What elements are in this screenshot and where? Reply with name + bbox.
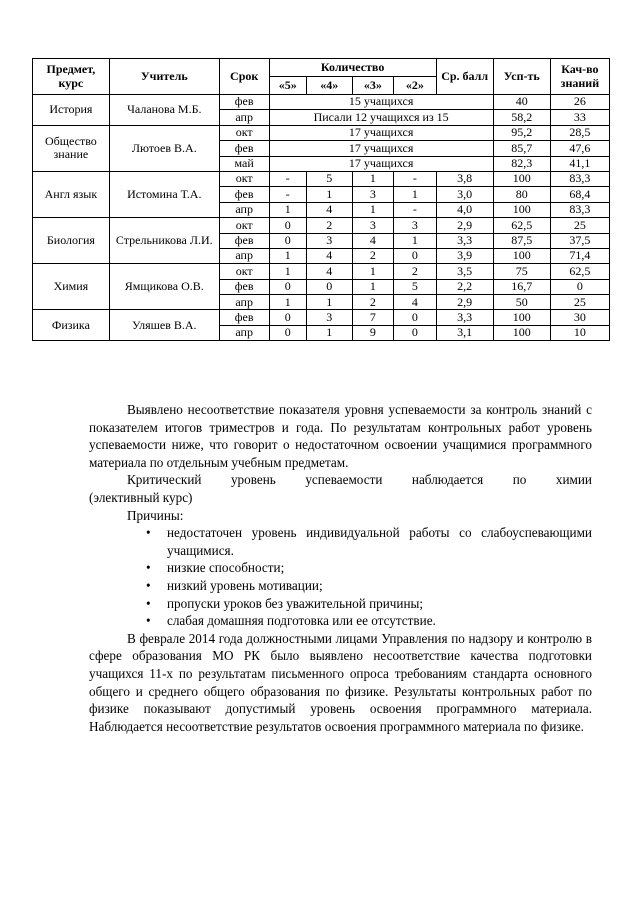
quality-cell: 83,3 <box>550 171 609 186</box>
reason-item <box>146 559 592 577</box>
header-subject: Предмет, курс <box>33 59 110 95</box>
report-text <box>89 401 592 735</box>
period-cell: окт <box>219 125 269 140</box>
period-cell: фев <box>219 279 269 294</box>
quality-cell: 71,4 <box>550 248 609 263</box>
reason-text: низкие способности; <box>167 560 285 576</box>
header-grade5: «5» <box>269 77 306 95</box>
quality-cell: 30 <box>550 310 609 325</box>
grade3-cell: 1 <box>352 171 394 186</box>
paragraph-critical-note: (элективный курс) <box>89 489 193 505</box>
table-row <box>33 125 610 140</box>
period-cell: апр <box>219 295 269 310</box>
grade5-cell: 1 <box>269 295 306 310</box>
period-cell: окт <box>219 218 269 233</box>
header-avg: Ср. балл <box>436 59 493 95</box>
grade3-cell: 1 <box>352 202 394 217</box>
teacher-cell: Истомина Т.А. <box>109 171 219 217</box>
reason-item <box>146 612 592 630</box>
grade2-cell: 1 <box>394 187 437 202</box>
period-cell: фев <box>219 141 269 156</box>
grade5-cell: 0 <box>269 233 306 248</box>
grade2-cell: - <box>394 202 437 217</box>
grade3-cell: 2 <box>352 295 394 310</box>
grade4-cell: 4 <box>306 264 352 279</box>
header-quality: Кач-во знаний <box>550 59 609 95</box>
period-cell: май <box>219 156 269 171</box>
results-table <box>32 58 610 341</box>
success-cell: 40 <box>493 95 550 110</box>
table-row <box>33 171 610 186</box>
success-cell: 80 <box>493 187 550 202</box>
header-count: Количество <box>269 59 436 77</box>
success-cell: 95,2 <box>493 125 550 140</box>
reason-text: недостаточен уровень индивидуальной работы со слабоуспевающими учащимися. <box>167 525 592 558</box>
teacher-cell: Ямщикова О.В. <box>109 264 219 310</box>
grade4-cell: 5 <box>306 171 352 186</box>
grade3-cell: 3 <box>352 187 394 202</box>
grade4-cell: 3 <box>306 310 352 325</box>
count-note-cell: 17 учащихся <box>269 141 493 156</box>
period-cell: апр <box>219 325 269 340</box>
grade5-cell: 0 <box>269 310 306 325</box>
grade2-cell: 0 <box>394 310 437 325</box>
subject-cell: Общество знание <box>33 125 110 171</box>
period-cell: апр <box>219 202 269 217</box>
period-cell: апр <box>219 248 269 263</box>
subject-cell: Химия <box>33 264 110 310</box>
grade3-cell: 7 <box>352 310 394 325</box>
avg-cell: 2,9 <box>436 218 493 233</box>
grade4-cell: 3 <box>306 233 352 248</box>
reasons-list <box>89 524 592 630</box>
bullet-icon: • <box>146 525 151 541</box>
grade2-cell: - <box>394 171 437 186</box>
paragraph-physics: В феврале 2014 года должностными лицами Управления по надзору и контролю в сфере образования МО РК было выявлено несоответствие качества подготовки учащихся 11-х по результатам письменного опроса требованиям стандарта основного общего и среднего общего образования по физике. Результаты контрольных работ по физике показывают допустимый уровень освоения программного материала. Наблюдается несоответствие результатов освоения программного материала по физике. <box>89 630 592 734</box>
quality-cell: 83,3 <box>550 202 609 217</box>
quality-cell: 62,5 <box>550 264 609 279</box>
quality-cell: 25 <box>550 218 609 233</box>
avg-cell: 2,2 <box>436 279 493 294</box>
reason-text: низкий уровень мотивации; <box>167 577 323 593</box>
period-cell: окт <box>219 171 269 186</box>
grade5-cell: 0 <box>269 325 306 340</box>
period-cell: фев <box>219 233 269 248</box>
count-note-cell: 15 учащихся <box>269 95 493 110</box>
grade4-cell: 1 <box>306 325 352 340</box>
paragraph-critical: Критический уровень успеваемости наблюдается по химии <box>127 472 592 488</box>
count-note-cell: 17 учащихся <box>269 156 493 171</box>
period-cell: фев <box>219 187 269 202</box>
grade2-cell: 0 <box>394 248 437 263</box>
grade3-cell: 1 <box>352 279 394 294</box>
grade5-cell: 1 <box>269 248 306 263</box>
avg-cell: 3,5 <box>436 264 493 279</box>
header-grade2: «2» <box>394 77 437 95</box>
success-cell: 62,5 <box>493 218 550 233</box>
grade3-cell: 3 <box>352 218 394 233</box>
bullet-icon: • <box>146 560 151 576</box>
grade4-cell: 4 <box>306 202 352 217</box>
grade5-cell: 0 <box>269 279 306 294</box>
count-note-cell: 17 учащихся <box>269 125 493 140</box>
subject-cell: Биология <box>33 218 110 264</box>
success-cell: 100 <box>493 248 550 263</box>
quality-cell: 28,5 <box>550 125 609 140</box>
period-cell: апр <box>219 110 269 125</box>
reason-item <box>146 524 592 559</box>
grade3-cell: 9 <box>352 325 394 340</box>
grade4-cell: 1 <box>306 295 352 310</box>
quality-cell: 37,5 <box>550 233 609 248</box>
header-period: Срок <box>219 59 269 95</box>
grade4-cell: 2 <box>306 218 352 233</box>
success-cell: 50 <box>493 295 550 310</box>
quality-cell: 68,4 <box>550 187 609 202</box>
avg-cell: 3,9 <box>436 248 493 263</box>
avg-cell: 3,8 <box>436 171 493 186</box>
grade2-cell: 2 <box>394 264 437 279</box>
success-cell: 100 <box>493 310 550 325</box>
avg-cell: 2,9 <box>436 295 493 310</box>
header-grade4: «4» <box>306 77 352 95</box>
quality-cell: 10 <box>550 325 609 340</box>
grade2-cell: 0 <box>394 325 437 340</box>
grade5-cell: 1 <box>269 264 306 279</box>
teacher-cell: Чаланова М.Б. <box>109 95 219 126</box>
avg-cell: 3,3 <box>436 310 493 325</box>
period-cell: фев <box>219 95 269 110</box>
reason-item <box>146 595 592 613</box>
header-teacher: Учитель <box>109 59 219 95</box>
teacher-cell: Лютоев В.А. <box>109 125 219 171</box>
paragraph-discrepancy: Выявлено несоответствие показателя уровня успеваемости за контроль знаний с показателем итогов триместров и года. По результатам контрольных работ уровень успеваемости ниже, что говорит о недостаточном освоении учащимися программного материала по отдельным учебным предметам. <box>89 402 592 470</box>
success-cell: 85,7 <box>493 141 550 156</box>
grade3-cell: 2 <box>352 248 394 263</box>
period-cell: окт <box>219 264 269 279</box>
success-cell: 87,5 <box>493 233 550 248</box>
reasons-title: Причины: <box>127 507 184 523</box>
bullet-icon: • <box>146 595 151 611</box>
success-cell: 82,3 <box>493 156 550 171</box>
quality-cell: 26 <box>550 95 609 110</box>
bullet-icon: • <box>146 613 151 629</box>
header-success: Усп-ть <box>493 59 550 95</box>
table-row <box>33 95 610 110</box>
grade2-cell: 5 <box>394 279 437 294</box>
avg-cell: 3,1 <box>436 325 493 340</box>
reason-text: пропуски уроков без уважительной причины; <box>167 595 424 611</box>
success-cell: 100 <box>493 325 550 340</box>
teacher-cell: Уляшев В.А. <box>109 310 219 341</box>
quality-cell: 0 <box>550 279 609 294</box>
success-cell: 75 <box>493 264 550 279</box>
reason-text: слабая домашняя подготовка или ее отсутствие. <box>167 613 436 629</box>
results-table-body <box>33 95 610 341</box>
bullet-icon: • <box>146 577 151 593</box>
period-cell: фев <box>219 310 269 325</box>
avg-cell: 3,3 <box>436 233 493 248</box>
success-cell: 100 <box>493 202 550 217</box>
table-row <box>33 218 610 233</box>
grade2-cell: 4 <box>394 295 437 310</box>
grade5-cell: - <box>269 171 306 186</box>
subject-cell: Физика <box>33 310 110 341</box>
grade4-cell: 0 <box>306 279 352 294</box>
avg-cell: 3,0 <box>436 187 493 202</box>
quality-cell: 47,6 <box>550 141 609 156</box>
count-note-cell: Писали 12 учащихся из 15 <box>269 110 493 125</box>
grade3-cell: 4 <box>352 233 394 248</box>
table-row <box>33 310 610 325</box>
grade5-cell: - <box>269 187 306 202</box>
quality-cell: 33 <box>550 110 609 125</box>
reason-item <box>146 577 592 595</box>
success-cell: 16,7 <box>493 279 550 294</box>
success-cell: 100 <box>493 171 550 186</box>
quality-cell: 25 <box>550 295 609 310</box>
grade5-cell: 0 <box>269 218 306 233</box>
success-cell: 58,2 <box>493 110 550 125</box>
grade2-cell: 3 <box>394 218 437 233</box>
grade3-cell: 1 <box>352 264 394 279</box>
grade4-cell: 4 <box>306 248 352 263</box>
subject-cell: История <box>33 95 110 126</box>
table-row <box>33 264 610 279</box>
header-grade3: «3» <box>352 77 394 95</box>
teacher-cell: Стрельникова Л.И. <box>109 218 219 264</box>
subject-cell: Англ язык <box>33 171 110 217</box>
quality-cell: 41,1 <box>550 156 609 171</box>
grade5-cell: 1 <box>269 202 306 217</box>
grade2-cell: 1 <box>394 233 437 248</box>
avg-cell: 4,0 <box>436 202 493 217</box>
grade4-cell: 1 <box>306 187 352 202</box>
